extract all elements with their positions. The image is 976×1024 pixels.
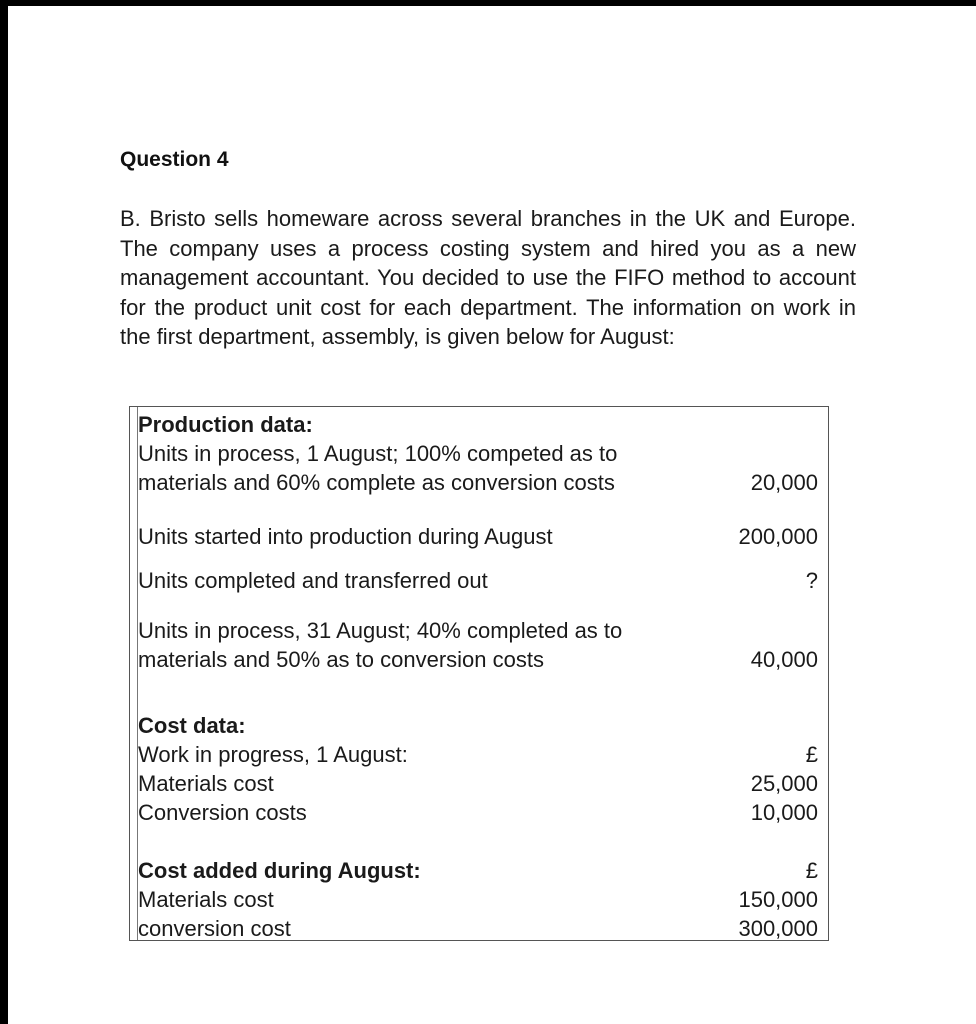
- cost-heading: Cost data:: [138, 713, 246, 738]
- row-closing-wip-label-2: materials and 50% as to conversion costs: [138, 647, 544, 672]
- row-completed-label: Units completed and transferred out: [138, 568, 488, 593]
- wip-conversion-label: Conversion costs: [138, 800, 307, 825]
- wip-conversion-value: 10,000: [750, 800, 818, 825]
- row-opening-wip-label-2: materials and 60% complete as conversion costs: [138, 470, 615, 495]
- wip-materials-label: Materials cost: [138, 771, 274, 796]
- question-title: Question 4: [120, 148, 229, 171]
- wip-label: Work in progress, 1 August:: [138, 742, 408, 767]
- added-conversion-label: conversion cost: [138, 916, 291, 941]
- row-started-label: Units started into production during August: [138, 524, 553, 549]
- question-intro: B. Bristo sells homeware across several branches in the UK and Europe. The company uses a process costing system and hired you as a new management accountant. You decided to use the FIFO method to account for the product unit cost for each department. The information on work in the first department, assembly, is given below for August:: [120, 206, 856, 349]
- added-materials-label: Materials cost: [138, 887, 274, 912]
- row-closing-wip-label-1: Units in process, 31 August; 40% completed as to: [138, 618, 623, 643]
- row-opening-wip-value: 20,000: [750, 470, 818, 495]
- wip-currency: £: [805, 742, 818, 767]
- added-materials-value: 150,000: [738, 887, 818, 912]
- row-opening-wip-label-1: Units in process, 1 August; 100% competed as to: [138, 441, 618, 466]
- data-table: [129, 406, 829, 941]
- production-heading: Production data:: [138, 412, 313, 437]
- added-heading: Cost added during August:: [138, 858, 421, 883]
- row-completed-value: ?: [805, 568, 818, 593]
- added-currency: £: [805, 858, 818, 883]
- row-closing-wip-value: 40,000: [750, 647, 818, 672]
- added-conversion-value: 300,000: [738, 916, 818, 941]
- row-started-value: 200,000: [738, 524, 818, 549]
- document-page: [8, 6, 976, 1024]
- wip-materials-value: 25,000: [750, 771, 818, 796]
